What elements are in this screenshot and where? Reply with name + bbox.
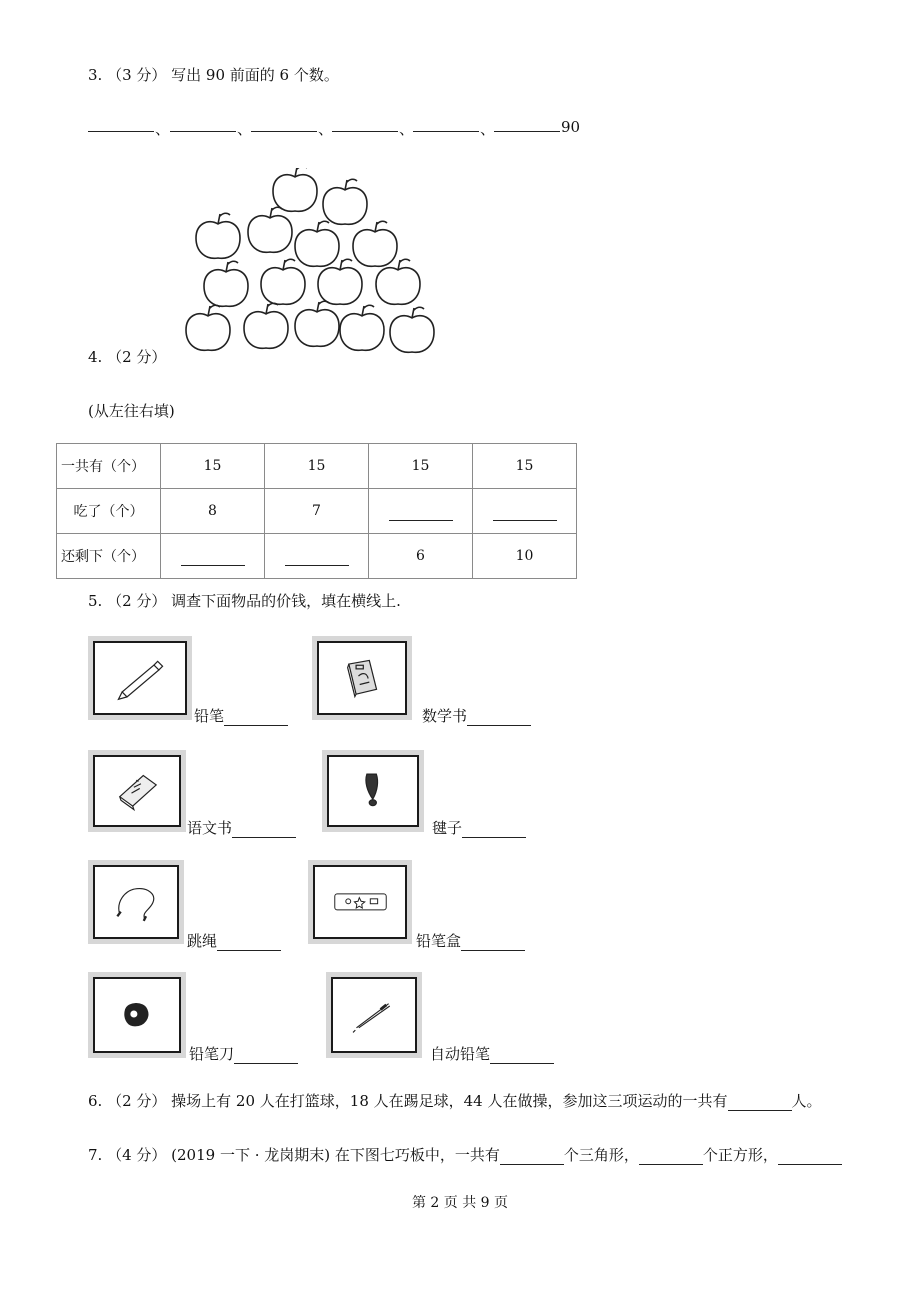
price-blank[interactable] xyxy=(234,1048,298,1064)
apples-table xyxy=(56,443,577,579)
question-4-note: (从左往右填) xyxy=(88,402,175,420)
answer-blank[interactable] xyxy=(500,1149,564,1165)
mechanical-pencil-picture xyxy=(326,972,422,1058)
sharpener-picture xyxy=(88,972,186,1058)
table-cell-blank[interactable] xyxy=(265,534,369,579)
table-row xyxy=(57,444,577,489)
item-label-chinese-book xyxy=(187,817,296,838)
item-label-sharpener xyxy=(189,1043,298,1064)
pencil-case-picture xyxy=(308,860,412,944)
page-footer: 第 2 页 共 9 页 xyxy=(411,1195,509,1211)
item-name: 铅笔刀 xyxy=(189,1045,235,1063)
sequence-end: 90 xyxy=(561,118,581,136)
answer-blank[interactable] xyxy=(170,131,236,132)
table-cell: 15 xyxy=(265,444,369,489)
shuttlecock-icon xyxy=(342,767,404,815)
separator: 、 xyxy=(155,120,171,138)
price-blank[interactable] xyxy=(461,935,525,951)
question-7-mid2: 个正方形， xyxy=(702,1146,778,1164)
answer-blank[interactable] xyxy=(413,131,479,132)
price-blank[interactable] xyxy=(462,822,526,838)
price-blank[interactable] xyxy=(467,710,531,726)
table-cell: 8 xyxy=(161,489,265,534)
table-cell-blank[interactable] xyxy=(369,489,473,534)
price-blank[interactable] xyxy=(490,1048,554,1064)
chinese-book-picture xyxy=(88,750,186,832)
table-cell: 7 xyxy=(265,489,369,534)
item-name: 语文书 xyxy=(187,819,233,837)
row-header: 吃了（个） xyxy=(57,489,161,534)
answer-blank[interactable] xyxy=(778,1149,842,1165)
jump-rope-picture xyxy=(88,860,184,944)
shuttlecock-picture xyxy=(322,750,424,832)
math-book-icon xyxy=(332,654,392,703)
item-label-mechanical-pencil xyxy=(430,1043,554,1064)
pencil-picture xyxy=(88,636,192,720)
table-row xyxy=(57,534,577,579)
row-header: 还剩下（个） xyxy=(57,534,161,579)
answer-blank[interactable] xyxy=(332,131,398,132)
item-label-shuttlecock xyxy=(432,817,526,838)
mechanical-pencil-icon xyxy=(345,990,402,1040)
answer-blank[interactable] xyxy=(494,131,560,132)
apples-illustration xyxy=(180,168,450,358)
item-name: 铅笔盒 xyxy=(416,932,462,950)
price-blank[interactable] xyxy=(232,822,296,838)
question-6 xyxy=(88,1090,822,1111)
answer-blank[interactable] xyxy=(389,506,453,521)
table-cell-blank[interactable] xyxy=(161,534,265,579)
table-cell: 15 xyxy=(369,444,473,489)
sharpener-icon xyxy=(108,990,167,1040)
table-cell: 15 xyxy=(473,444,577,489)
table-cell: 6 xyxy=(369,534,473,579)
question-7-mid1: 个三角形， xyxy=(563,1146,639,1164)
price-blank[interactable] xyxy=(217,935,281,951)
answer-blank[interactable] xyxy=(493,506,557,521)
item-label-pencil xyxy=(194,705,288,726)
table-cell: 15 xyxy=(161,444,265,489)
answer-blank[interactable] xyxy=(181,551,245,566)
pencil-case-icon xyxy=(329,878,392,927)
jump-rope-icon xyxy=(107,878,164,927)
item-label-jump-rope xyxy=(187,930,281,951)
table-cell-blank[interactable] xyxy=(473,489,577,534)
question-7-prompt: 7. （4 分） (2019 一下 · 龙岗期末) 在下图七巧板中，一共有 xyxy=(88,1146,500,1164)
answer-blank[interactable] xyxy=(251,131,317,132)
math-book-picture xyxy=(312,636,412,720)
item-name: 数学书 xyxy=(422,707,468,725)
item-name: 毽子 xyxy=(432,819,463,837)
price-blank[interactable] xyxy=(224,710,288,726)
separator: 、 xyxy=(480,120,496,138)
answer-blank[interactable] xyxy=(639,1149,703,1165)
separator: 、 xyxy=(318,120,334,138)
chinese-book-icon xyxy=(108,767,167,815)
question-3-prompt: 3. （3 分） 写出 90 前面的 6 个数。 xyxy=(88,66,339,84)
question-5-prompt: 5. （2 分） 调查下面物品的价钱，填在横线上. xyxy=(88,592,401,610)
question-6-prompt: 6. （2 分） 操场上有 20 人在打篮球，18 人在踢足球，44 人在做操，参加这三项运动的一共有 xyxy=(88,1092,728,1110)
table-row xyxy=(57,489,577,534)
separator: 、 xyxy=(399,120,415,138)
item-name: 铅笔 xyxy=(194,707,225,725)
separator: 、 xyxy=(237,120,253,138)
answer-blank[interactable] xyxy=(728,1095,792,1111)
item-name: 跳绳 xyxy=(187,932,218,950)
item-label-pencil-case xyxy=(416,930,525,951)
table-cell: 10 xyxy=(473,534,577,579)
item-name: 自动铅笔 xyxy=(430,1045,491,1063)
row-header: 一共有（个） xyxy=(57,444,161,489)
question-7 xyxy=(88,1144,842,1165)
pencil-icon xyxy=(109,654,172,703)
question-4-prompt: 4. （2 分） xyxy=(88,348,167,366)
question-6-suffix: 人。 xyxy=(791,1092,822,1110)
item-label-math-book xyxy=(422,705,531,726)
answer-blank[interactable] xyxy=(285,551,349,566)
answer-blank[interactable] xyxy=(88,131,154,132)
